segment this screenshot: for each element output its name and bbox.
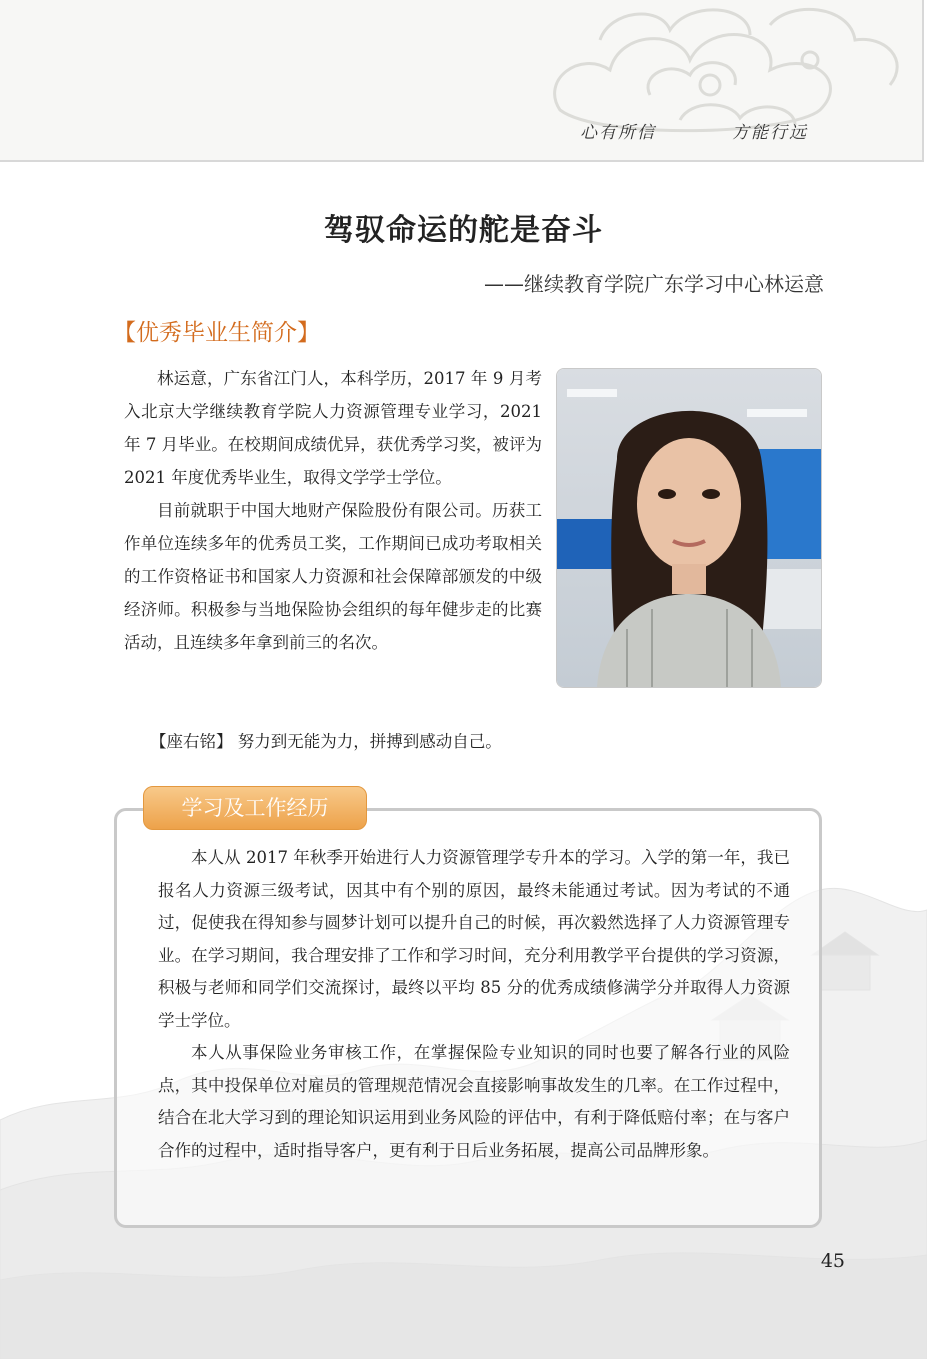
intro-paragraph: 目前就职于中国大地财产保险股份有限公司。历获工作单位连续多年的优秀员工奖，工作期间已成功考取相关的工作资格证书和国家人力资源和社会保障部颁发的中级经济师。积极参与当地保险协会组织的每年健步走的比赛活动，且连续多年拿到前三的名次。	[124, 501, 542, 652]
experience-paragraph: 本人从 2017 年秋季开始进行人力资源管理学专升本的学习。入学的第一年，我已报名人力资源三级考试，因其中有个别的原因，最终未能通过考试。因为考试的不通过，促使我在得知参与圆梦计划可以提升自己的时候，再次毅然选择了人力资源管理专业。在学习期间，我合理安排了工作和学习时间，充分利用教学平台提供的学习资源，积极与老师和同学们交流探讨，最终以平均 85 分的优秀成绩修满学分并取得人力资源学士学位。	[158, 848, 790, 1030]
article-title: 驾驭命运的舵是奋斗	[324, 213, 603, 248]
intro-section-label: 【优秀毕业生简介】	[113, 320, 320, 346]
header-motto-right: 方能行远	[732, 123, 808, 143]
page-number: 45	[820, 1250, 845, 1272]
header-band	[0, 0, 924, 162]
experience-paragraph: 本人从事保险业务审核工作，在掌握保险专业知识的同时也要了解各行业的风险点，其中投保单位对雇员的管理规范情况会直接影响事故发生的几率。在工作过程中，结合在北大学习到的理论知识运用到业务风险的评估中，有利于降低赔付率；在与客户合作的过程中，适时指导客户，更有利于日后业务拓展，提高公司品牌形象。	[158, 1043, 790, 1160]
experience-text	[158, 842, 790, 1167]
motto-line: 【座右铭】 努力到无能为力，拼搏到感动自己。	[150, 732, 502, 751]
experience-tab-label: 学习及工作经历	[143, 786, 367, 830]
header-motto-left: 心有所信	[580, 123, 656, 143]
article-subtitle: ——继续教育学院广东学习中心林运意	[484, 272, 824, 296]
intro-text	[124, 362, 542, 659]
portrait-photo	[556, 368, 822, 688]
intro-paragraph: 林运意，广东省江门人，本科学历，2017 年 9 月考入北京大学继续教育学院人力资源管理专业学习，2021 年 7 月毕业。在校期间成绩优异，获优秀学习奖，被评为 2021 年度优秀毕业生，取得文学学士学位。	[124, 369, 542, 487]
